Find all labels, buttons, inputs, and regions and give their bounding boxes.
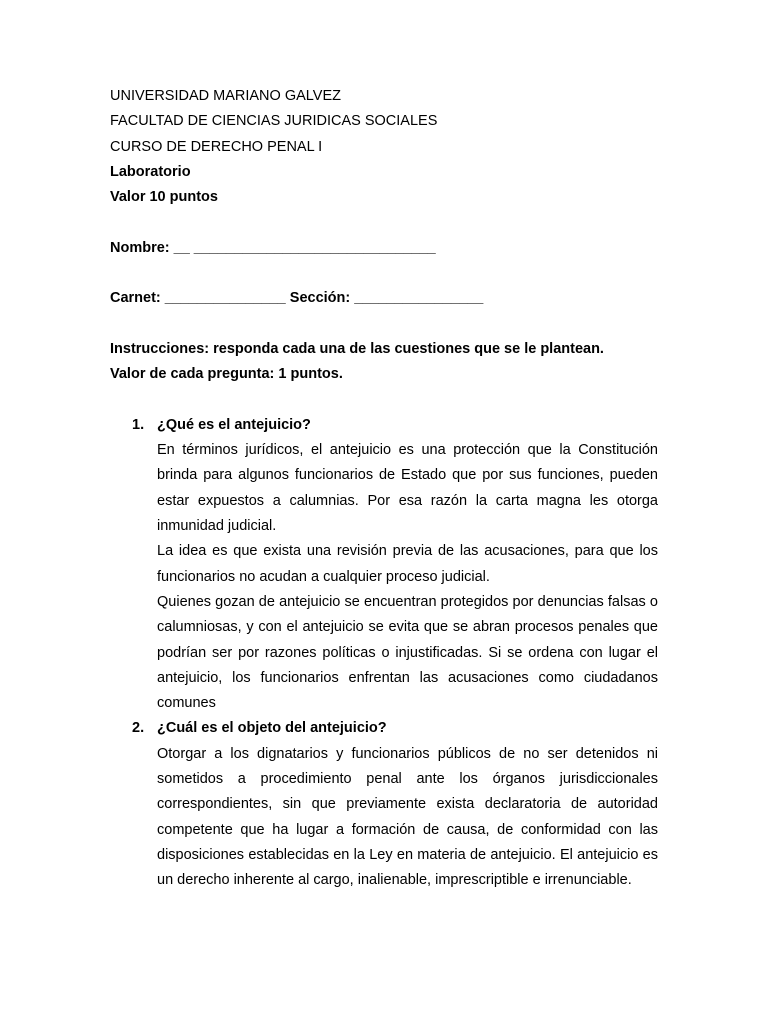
question-number: 2. [132, 720, 145, 737]
answer-paragraph: En términos jurídicos, el antejuicio es una protección que la Constitución brinda para algunos funcionarios de Estado que por sus funciones, pueden estar expuestos a calumnias. Por esa razón la carta magna les otorga inmunidad judicial. [157, 442, 658, 535]
course-name: CURSO DE DERECHO PENAL I [110, 138, 323, 155]
question-title: ¿Qué es el antejuicio? [157, 416, 311, 433]
question-title: ¿Cuál es el objeto del antejuicio? [157, 720, 387, 737]
total-value: Valor 10 puntos [110, 189, 218, 206]
document-page [110, 84, 658, 894]
spacer [110, 261, 658, 286]
question-item [110, 413, 658, 717]
university-name: UNIVERSIDAD MARIANO GALVEZ [110, 88, 341, 104]
question-value-text: Valor de cada pregunta: 1 puntos. [110, 366, 343, 383]
answer-paragraph: La idea es que exista una revisión previa de las acusaciones, para que los funcionarios no acudan a cualquier proceso judicial. [157, 543, 658, 585]
name-field: Nombre: __ ______________________________ [110, 239, 436, 256]
instructions-text: Instrucciones: responda cada una de las cuestiones que se le plantean. [110, 340, 604, 357]
question-item [110, 716, 658, 893]
answer-paragraph: Otorgar a los dignatarios y funcionarios públicos de no ser detenidos ni sometidos a procedimiento penal ante los órganos jurisdiccionales correspondientes, sin que previamente exista declaratoria de autoridad competente que ha lugar a formación de causa, de conformidad con las disposiciones establecidas en la Ley en materia de antejuicio. El antejuicio es un derecho inherente al cargo, inalienable, imprescriptible e irrenunciable. [157, 745, 658, 889]
activity-type: Laboratorio [110, 163, 191, 180]
answer-paragraph: Quienes gozan de antejuicio se encuentran protegidos por denuncias falsas o calumniosas, y con el antejuicio se evita que se abran procesos penales que podrían ser por razones políticas o injustificadas. Si se ordena con lugar el antejuicio, los funcionarios enfrentan las acusaciones como ciudadanos comunes [157, 593, 658, 712]
carnet-section-field: Carnet: _______________ Sección: ________________ [110, 290, 484, 307]
spacer [110, 312, 658, 337]
spacer [110, 210, 658, 235]
faculty-name: FACULTAD DE CIENCIAS JURIDICAS SOCIALES [110, 113, 438, 130]
question-number: 1. [132, 416, 145, 433]
spacer [110, 388, 658, 413]
